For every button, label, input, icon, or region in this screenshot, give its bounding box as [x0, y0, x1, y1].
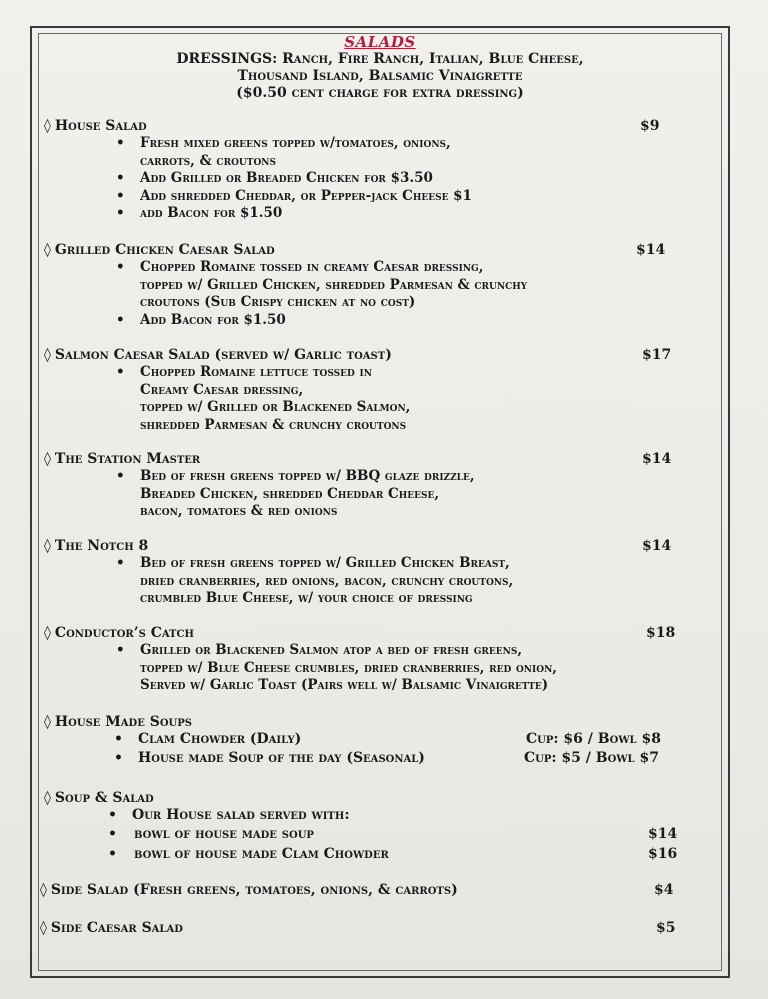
- item-name: House Salad: [54, 118, 147, 134]
- item-name: House Made Soups: [54, 714, 193, 730]
- diamond-icon: ◊: [44, 118, 51, 134]
- diamond-icon: ◊: [44, 242, 51, 258]
- bullet-icon: •: [108, 826, 117, 842]
- item-price: $14: [636, 242, 666, 258]
- diamond-icon: ◊: [40, 920, 47, 936]
- item-name: Salmon Caesar Salad (served w/ Garlic toast): [54, 347, 392, 363]
- item-description-line: • Grilled or Blackened Salmon atop a bed of fresh greens,: [44, 642, 716, 660]
- item-price: $14: [642, 451, 672, 467]
- menu-item-conductors-catch: [44, 625, 716, 695]
- bullet-icon: •: [108, 807, 117, 823]
- item-price: $9: [640, 118, 660, 134]
- item-description-line: • Add Bacon for $1.50: [44, 312, 716, 330]
- item-description-line: topped w/ Grilled Chicken, shredded Parmesan & crunchy: [140, 276, 528, 293]
- item-description-line: • Add shredded Cheddar, or Pepper-jack Cheese $1: [44, 188, 716, 206]
- diamond-icon: ◊: [40, 882, 47, 898]
- diamond-icon: ◊: [44, 347, 51, 363]
- menu-item-salmon-caesar: [44, 347, 716, 434]
- soup-salad-row: [44, 846, 716, 866]
- item-description-line: dried cranberries, red onions, bacon, crunchy croutons,: [140, 572, 514, 589]
- menu-item-house-salad: [44, 118, 716, 223]
- bullet-icon: •: [108, 846, 117, 862]
- menu-item-side-caesar: [40, 920, 716, 937]
- soup-salad-price: $14: [648, 826, 678, 842]
- menu-item-notch-8: [44, 538, 716, 608]
- diamond-icon: ◊: [44, 451, 51, 467]
- item-description-line: topped w/ Blue Cheese crumbles, dried cranberries, red onion,: [140, 659, 557, 676]
- dressings-line-1: DRESSINGS: Ranch, Fire Ranch, Italian, Blue Cheese,: [176, 51, 584, 67]
- item-description-line: shredded Parmesan & crunchy croutons: [140, 416, 407, 433]
- bullet-icon: •: [114, 731, 123, 747]
- soup-salad-option: bowl of house made soup: [134, 826, 314, 842]
- item-description-line: croutons (Sub Crispy chicken at no cost): [140, 294, 416, 310]
- soup-name: House made Soup of the day (Seasonal): [138, 750, 425, 766]
- dressings-line-2: Thousand Island, Balsamic Vinaigrette: [237, 68, 523, 84]
- item-description-line: Served w/ Garlic Toast (Pairs well w/ Balsamic Vinaigrette): [140, 677, 549, 693]
- item-description-line: • Bed of fresh greens topped w/ BBQ glaze drizzle,: [44, 468, 716, 486]
- item-name: Side Salad (Fresh greens, tomatoes, onions, & carrots): [50, 882, 458, 898]
- item-name: The Notch 8: [54, 538, 149, 554]
- item-description-line: • Fresh mixed greens topped w/tomatoes, onions,: [44, 135, 716, 153]
- dressings-line-3: ($0.50 cent charge for extra dressing): [236, 85, 524, 101]
- item-description-line: • add Bacon for $1.50: [44, 205, 716, 223]
- item-price: $17: [642, 347, 672, 363]
- item-description-line: • Chopped Romaine lettuce tossed in: [44, 364, 716, 382]
- item-description-line: crumbled Blue Cheese, w/ your choice of dressing: [140, 590, 473, 606]
- item-name: The Station Master: [54, 451, 201, 467]
- soup-price: Cup: $5 / Bowl $7: [524, 750, 659, 766]
- menu-content: [40, 33, 716, 936]
- menu-item-house-soups: [44, 714, 716, 769]
- item-description-line: topped w/ Grilled or Blackened Salmon,: [140, 399, 411, 415]
- soup-salad-intro: Our House salad served with:: [132, 807, 350, 823]
- diamond-icon: ◊: [44, 714, 51, 730]
- item-description-line: carrots, & croutons: [140, 152, 277, 169]
- soup-salad-option: bowl of house made Clam Chowder: [134, 846, 389, 862]
- item-name: Grilled Chicken Caesar Salad: [54, 242, 275, 258]
- menu-item-station-master: [44, 451, 716, 521]
- item-description-line: • Bed of fresh greens topped w/ Grilled Chicken Breast,: [44, 555, 716, 573]
- menu-item-grilled-chicken-caesar: [44, 242, 716, 329]
- item-description-line: • Add Grilled or Breaded Chicken for $3.50: [44, 170, 716, 188]
- item-description-line: Breaded Chicken, shredded Cheddar Cheese,: [140, 485, 440, 502]
- item-price: $5: [656, 920, 676, 936]
- diamond-icon: ◊: [44, 790, 51, 806]
- item-price: $4: [654, 882, 674, 898]
- menu-item-side-salad: [40, 882, 716, 899]
- item-description-line: • Chopped Romaine tossed in creamy Caesar dressing,: [44, 259, 716, 277]
- bullet-icon: •: [114, 750, 123, 766]
- item-description-line: bacon, tomatoes & red onions: [140, 503, 338, 519]
- item-price: $18: [646, 625, 676, 641]
- item-name: Soup & Salad: [54, 790, 154, 806]
- item-name: Side Caesar Salad: [50, 920, 183, 936]
- item-name: Conductor’s Catch: [54, 625, 194, 641]
- soup-row: [44, 750, 716, 769]
- diamond-icon: ◊: [44, 538, 51, 554]
- item-price: $14: [642, 538, 672, 554]
- item-description-line: Creamy Caesar dressing,: [140, 381, 304, 398]
- soup-salad-intro-row: [44, 807, 716, 826]
- menu-item-soup-and-salad: [44, 790, 716, 866]
- menu-title: SALADS: [344, 33, 416, 51]
- soup-salad-row: [44, 826, 716, 846]
- soup-row: [44, 731, 716, 750]
- soup-price: Cup: $6 / Bowl $8: [526, 731, 661, 747]
- diamond-icon: ◊: [44, 625, 51, 641]
- soup-salad-price: $16: [648, 846, 678, 862]
- soup-name: Clam Chowder (Daily): [138, 731, 302, 747]
